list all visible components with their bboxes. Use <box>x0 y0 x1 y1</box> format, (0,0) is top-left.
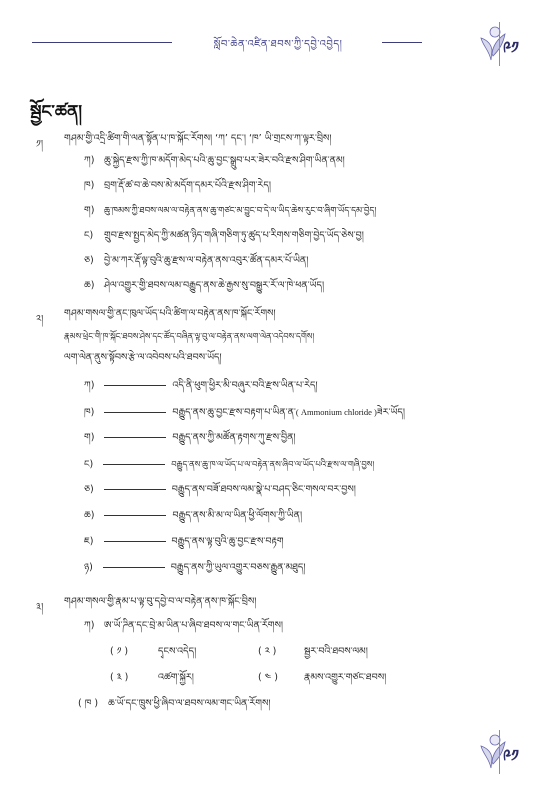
q2-item-label: ཇ) <box>84 536 94 547</box>
q3-item-label: ཀ) <box>84 620 95 631</box>
answer-blank[interactable] <box>104 489 166 490</box>
header-rule-left <box>32 42 172 43</box>
q2-item-text: བརྒྱུད་ནས་ལྟ་བུའི་ཆུ་བྱང་རྫས་བརྟག <box>171 536 284 547</box>
page-corner-bottom <box>477 728 535 776</box>
q2-item-label: ཅ) <box>84 484 94 495</box>
q2-item-text: བརྒྱུད་ནས་ཀྱི་མཚོན་རྟགས་ཀུ་རྫས་བྱིན། <box>172 432 296 443</box>
running-header-title: སློབ་ཆེན་འཛིན་ཐབས་ཀྱི་དབྱེ་འབྱེད། <box>213 39 343 50</box>
q2-item-text: བརྒྱུད་ནས་ཆུ་བྱང་རྫས་བརྟག་པ་ཡིན་ན་ <box>172 407 296 418</box>
q2-item <box>84 536 284 548</box>
q2-item <box>84 484 356 496</box>
question-2-prompt-line: གཤམ་གསལ་གྱི་ནང་ཁུལ་ཡོད་པའི་ཚིག་ལ་བརྟེན་ནས་ཁ་སྐོང་རོགས། <box>64 308 276 319</box>
q2-item-text: བརྒྱུད་ནས་ཆུ་ཁ་ལ་ཡོད་པ་ལ་བརྟེན་ནས་ཞིབ་ལ་ཡོད་པའི་རྫས་ལ་གཞི་བྱས། <box>171 459 375 469</box>
q2-item-label: ཀ) <box>84 380 95 391</box>
answer-blank[interactable] <box>104 515 166 516</box>
q2-item-text: འདི་ནི་ཕུག་ཕྱིར་མི་བཞུར་བའི་རྫས་ཡིན་པ་རེད། <box>172 380 318 391</box>
q1-item-text: བྱེ་མ་ཀར་རྡོ་ལྟ་བུའི་ཆུ་རྫས་ལ་བརྟེན་ནས་འབུར་ཚོན་དམར་པོ་ཡིན། <box>104 255 309 266</box>
answer-blank[interactable] <box>104 412 166 413</box>
chemical-name: ( Ammonium chloride ) <box>295 407 377 417</box>
q1-item-label: ཀ) <box>84 155 95 166</box>
answer-blank[interactable] <box>104 437 166 438</box>
question-2-number: ༢། <box>36 314 44 325</box>
question-3-number: ༣། <box>36 602 44 613</box>
page-corner-top <box>477 20 535 68</box>
question-3-prompt: གཤམ་གསལ་གྱི་རྣམ་པ་ལྟ་བུ་དབྱེ་བ་ལ་བརྟེན་ནས་ཁ་སྐོང་བྲིས། <box>64 596 257 607</box>
answer-blank[interactable] <box>104 385 166 386</box>
q2-item-text: བརྒྱུད་ནས་བཟོ་ཐབས་ལམ་སྣེ་པ་བཤད་ཅིང་གསལ་བར་བྱས། <box>171 484 356 495</box>
q3-option-text: རྣམས་འགྱུར་གཙང་ཐབས། <box>304 672 387 683</box>
q3-option-label: ( ༤ ) <box>258 672 278 683</box>
q3-option-label: ( ༡ ) <box>110 646 129 657</box>
q1-item-text: བྲག་རྡོ་ཚ་བ་ཆེ་བས་མེ་མདོག་དམར་པོའི་རྫས་ཤིག་རེད། <box>104 180 271 191</box>
q1-item-label: ཅ) <box>84 255 94 266</box>
q2-item-label: ཁ) <box>84 407 95 418</box>
q2-item <box>84 406 405 419</box>
q1-item-label: ཆ) <box>84 280 95 291</box>
q1-item-text: ཆུ་ཁམས་ཀྱི་ཐབས་ལམ་ལ་བརྟེན་ནས་ཆུ་གཙང་མ་བྱུང་བ་དེ་ལ་ཡིད་ཆེས་རུང་བ་ཞིག་ཡོད་དམ་བྱེད། <box>104 206 377 216</box>
q2-item-label: ཉ) <box>84 562 93 573</box>
q1-item-label: ག) <box>84 205 95 216</box>
q2-item <box>84 380 318 392</box>
corner-divider <box>499 730 500 774</box>
q2-item <box>84 510 302 522</box>
q2-item-label: ང) <box>84 459 94 470</box>
q2-item-text: བརྒྱུད་ནས་ཀྱི་ཡུལ་འགྱུར་བཅས་རྒྱུན་མཐུད། <box>170 562 306 573</box>
q3-option-text: དྭངས་འདེད། <box>158 646 197 657</box>
q2-item-text-after: ཟེར་ཡོད། <box>376 407 406 418</box>
q1-item-text: གྲུབ་རྫས་སྤྱད་མེད་ཀྱི་མཚན་ཉིད་གཞི་གཅིག་ཏུ་ཚུད་པ་རིགས་གཅིག་བྱེད་ཡོད་ཅེས་བྱ། <box>104 230 364 241</box>
q2-item-text: བརྒྱུད་ནས་མི་མ་ལ་ཡིན་ཕྱི་ལོགས་ཀྱི་ཡིན། <box>172 510 303 521</box>
answer-blank[interactable] <box>103 464 165 465</box>
question-2-prompt-line: ལག་ལེན་ནུས་སྟོབས་རྩེ་ལ་འབེབས་པའི་ཐབས་ཡོད། <box>64 352 222 363</box>
q1-item-text: ཆུ་སྐྱེད་རྫས་ཀྱི་ཁ་མདོག་མེད་པའི་ཆུ་བྱང་སྒྲུབ་པར་ཟེར་བའི་རྫས་ཤིག་ཡིན་ནམ། <box>104 155 345 166</box>
q1-item-label: ཁ) <box>84 180 95 191</box>
q2-item-label: ག) <box>84 432 95 443</box>
q3-option-label: ( ༣ ) <box>110 672 129 683</box>
q3-item-text: ཨ་ཡོ་ཌིན་དང་བྲེ་མ་ཡིན་པ་ཞིབ་ཐབས་ལ་གང་ཡིན་རོགས། <box>104 620 283 631</box>
q3-option-text: འཚག་སྐྱོར། <box>158 672 194 683</box>
section-title: སྦྱོང་ཚན། <box>30 102 83 122</box>
q2-item-label: ཆ) <box>84 510 95 521</box>
q1-item-label: ང) <box>84 230 94 241</box>
q3-item-label: ( ཁ ) <box>78 698 99 709</box>
page-number-top: ༩༡ <box>503 38 519 57</box>
page-number-bottom: ༩༡ <box>503 746 519 765</box>
q3-option-label: ( ༢ ) <box>258 646 277 657</box>
question-1-prompt: གཤམ་གྱི་འདྲི་ཚིག་གི་ལན་སྟོན་པ་ཁ་སྐོང་རོགས། ‘ཀ’ དང་། ‘ཁ’ ཡི་གྲངས་ཀ་ལྟར་བྲིས། <box>64 133 332 144</box>
answer-blank[interactable] <box>103 567 165 568</box>
q2-item <box>84 432 296 444</box>
q3-item-text: ཆ་ཡོ་དང་ཁྲུས་ཕྱི་ཞིབ་ལ་ཐབས་ལམ་གང་ཡིན་རོགས། <box>108 698 271 709</box>
answer-blank[interactable] <box>104 541 166 542</box>
q2-item <box>84 458 374 471</box>
q2-item <box>84 562 306 574</box>
header-rule-right <box>382 42 422 43</box>
corner-divider <box>499 22 500 66</box>
q1-item-text: ཤེལ་འགྱུར་གྱི་ཐབས་ལམ་བརྒྱུད་ནས་ཆེ་རྒྱས་སུ་བསྒྱུར་རོ་ལ་ཁེ་ཕན་ཡོད། <box>104 280 325 291</box>
question-1-number: ༡། <box>36 139 44 150</box>
q3-option-text: སྦྱར་བའི་ཐབས་ལམ། <box>304 646 368 657</box>
question-2-prompt-line: རྣམས་ཕྲེང་གི་ཁ་སྐོང་ཐབས་ཤེས་དང་ཚོད་བཞིན་ལྟ་བུ་ལ་བརྟེན་ནས་ལག་ལེན་འདེབས་དགོས། <box>64 331 315 341</box>
